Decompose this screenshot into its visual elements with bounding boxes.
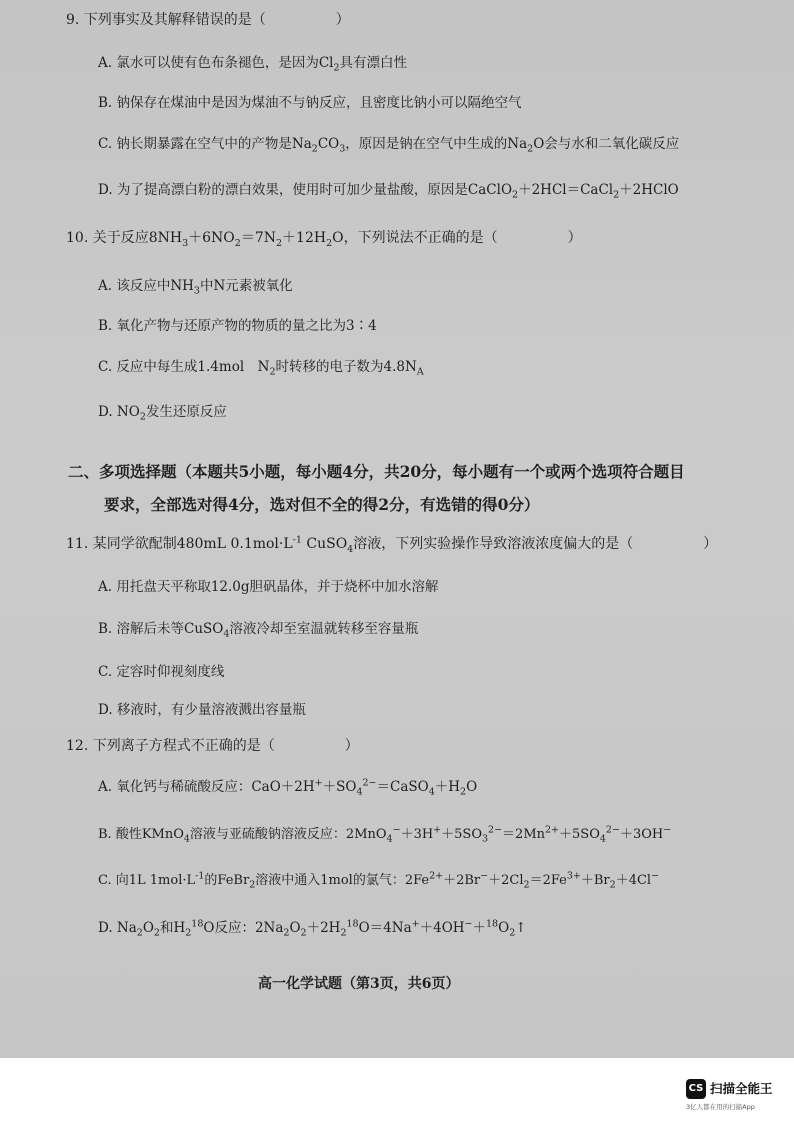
q11-option-d: D. 移液时，有少量溶液溅出容量瓶 [98, 702, 306, 718]
section-2-header-line2: 要求，全部选对得4分，选对但不全的得2分，有选错的得0分） [104, 495, 540, 514]
section-2-header-line1: 二、多项选择题（本题共5小题，每小题4分，共20分，每小题有一个或两个选项符合题目 [68, 462, 685, 481]
scanner-logo [686, 1079, 786, 1119]
q10-option-b: B. 氧化产物与还原产物的物质的量之比为3∶4 [98, 318, 377, 334]
q12-stem: 12. 下列离子方程式不正确的是（ ） [66, 738, 359, 754]
q9-option-a: A. 氯水可以使有色布条褪色，是因为$Cl_2$具有漂白性 [98, 55, 408, 74]
q11-option-a: A. 用托盘天平称取12.0g胆矾晶体，并于烧杯中加水溶解 [98, 579, 439, 595]
q9-option-d: D. 为了提高漂白粉的漂白效果，使用时可加少量盐酸，原因是CaClO$_2$＋2HCl＝CaCl$_2$＋2HClO [98, 182, 679, 201]
page-footer: 高一化学试题（第3页，共6页） [258, 976, 460, 992]
q12-option-d: D. $Na_2O_2$和$H_2^{18}O$反应：$2Na_2O_2+2H_2^{18}O=4Na^++4OH^-+^{18}O_2↑$ [98, 918, 527, 939]
q12-option-c: C. 向1L $1mol\cdot L^{-1}$的FeBr$_2$溶液中通入1mol的氯气：$2Fe^{2+}+2Br^-+2Cl_2=2Fe^{3+}+Br_2+4Cl^-$ [98, 870, 660, 891]
q9-option-c: C. 钠长期暴露在空气中的产物是$Na_2CO_3$，原因是钠在空气中生成的$Na_2O$会与水和二氧化碳反应 [98, 136, 680, 155]
q9-stem: 9. 下列事实及其解释错误的是（ ） [66, 12, 350, 28]
q12-option-a: A. 氧化钙与稀硫酸反应：$CaO+2H^++SO_4^{2-}=CaSO_4+H_2O$ [98, 777, 478, 798]
camscanner-icon: CS [686, 1079, 706, 1099]
q11-option-b: B. 溶解后未等CuSO$_4$溶液冷却至室温就转移至容量瓶 [98, 621, 419, 640]
logo-name: 扫描全能王 [710, 1081, 773, 1096]
q9-option-b: B. 钠保存在煤油中是因为煤油不与钠反应，且密度比钠小可以隔绝空气 [98, 95, 522, 111]
q10-stem: 10. 关于反应$8NH_3+6NO_2=7N_2+12H_2O$，下列说法不正确的是（ ） [66, 230, 582, 249]
logo-tagline: 3亿人都在用的扫描App [686, 1103, 755, 1111]
q10-option-c: C. 反应中每生成1.4mol $N_2$时转移的电子数为$4.8N_A$ [98, 359, 424, 378]
q11-option-c: C. 定容时仰视刻度线 [98, 664, 225, 680]
q11-stem: 11. 某同学欲配制480mL $0.1mol\cdot L^{-1}$ CuSO$_4$溶液，下列实验操作导致溶液浓度偏大的是（ ） [66, 534, 718, 555]
q12-option-b: B. 酸性KMnO$_4$溶液与亚硫酸钠溶液反应：$2MnO_4^-+3H^++5SO_3^{2-}=2Mn^{2+}+5SO_4^{2-}+3OH^-$ [98, 824, 672, 845]
q10-option-d: D. $NO_2$发生还原反应 [98, 404, 227, 423]
q10-option-a: A. 该反应中$NH_3$中N元素被氧化 [98, 278, 293, 297]
